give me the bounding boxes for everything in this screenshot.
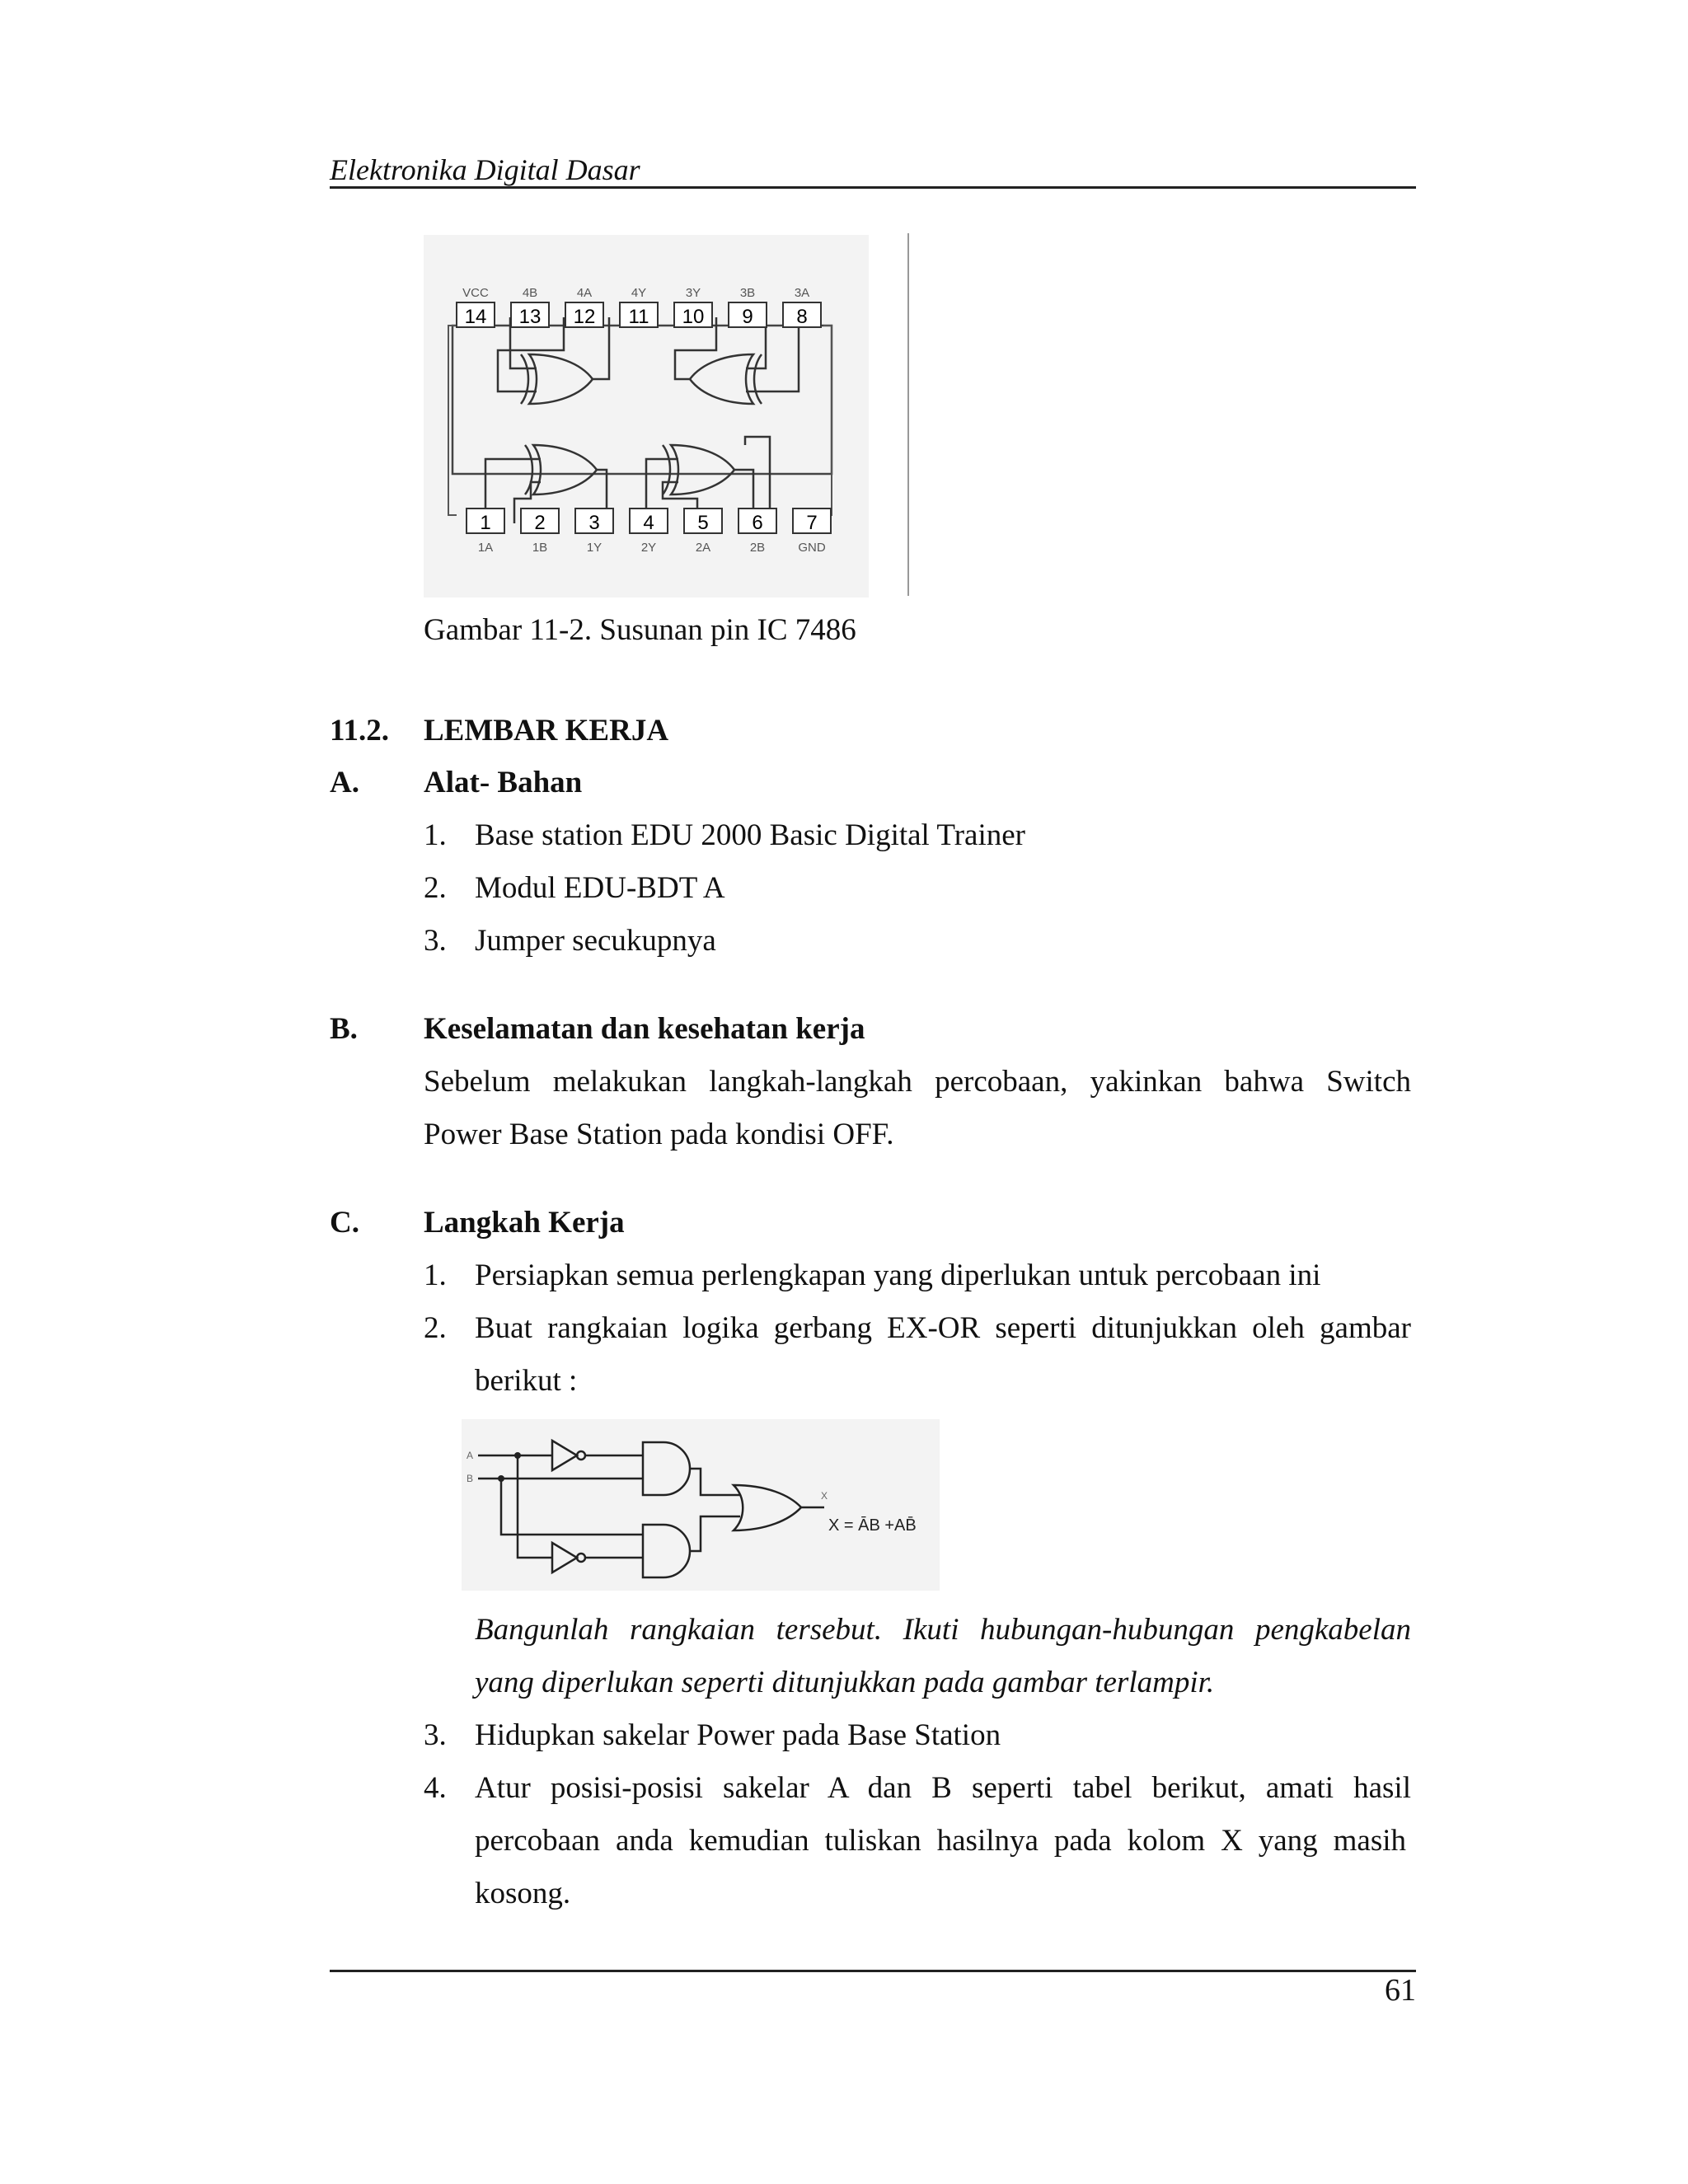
list-item: [424, 1249, 1320, 1302]
item-text: Hidupkan sakelar Power pada Base Station: [475, 1718, 1001, 1752]
pin-number: 5: [697, 512, 709, 534]
list-item: [424, 915, 716, 968]
pin-number: 4: [643, 512, 654, 534]
item-text: Persiapkan semua perlengkapan yang diperlukan untuk percobaan ini: [475, 1258, 1321, 1292]
ic-pinout-figure: [424, 235, 869, 598]
item-number: 3.: [424, 924, 447, 958]
paragraph-line: percobaan anda kemudian tuliskan hasilnya pada kolom X yang masih: [475, 1824, 1406, 1858]
italic-note-line: Bangunlah rangkaian tersebut. Ikuti hubungan-hubungan pengkabelan: [475, 1613, 1411, 1647]
pin-label: 2A: [695, 541, 711, 555]
paragraph-line: kosong.: [475, 1877, 571, 1910]
top-pin-row: [457, 286, 821, 328]
section-number: 11.2.: [330, 714, 389, 748]
pin-label: GND: [798, 541, 826, 555]
item-text: Jumper secukupnya: [475, 924, 716, 958]
header-rule: [330, 186, 1416, 189]
list-item: [424, 862, 725, 915]
item-number: 1.: [424, 818, 447, 852]
part-b-letter: B.: [330, 1012, 358, 1046]
ic-pinout-diagram: [424, 235, 869, 598]
pin-label: 2Y: [640, 541, 657, 555]
pin-number: 1: [480, 512, 491, 534]
page-number: 61: [1385, 1973, 1416, 2008]
pin-number: 10: [682, 306, 705, 328]
section-title: LEMBAR KERJA: [424, 714, 669, 748]
output-label: X: [821, 1490, 828, 1502]
pin-label: 4Y: [631, 286, 647, 300]
figure-divider-line: [907, 233, 909, 596]
italic-note-line: yang diperlukan seperti ditunjukkan pada gambar terlampir.: [475, 1666, 1215, 1699]
pin-label: VCC: [462, 286, 489, 300]
exor-circuit-figure: [462, 1419, 940, 1591]
running-header: Elektronika Digital Dasar: [330, 153, 640, 186]
pin-number: 3: [588, 512, 600, 534]
pin-number: 8: [796, 306, 808, 328]
pin-label: 4A: [576, 286, 593, 300]
pin-label: 4B: [522, 286, 538, 300]
item-number: 4.: [424, 1771, 447, 1805]
pin-number: 11: [628, 306, 649, 328]
item-number: 1.: [424, 1258, 447, 1292]
bottom-pin-row: [467, 509, 831, 555]
paragraph-line: Sebelum melakukan langkah-langkah percobaan, yakinkan bahwa Switch: [424, 1065, 1411, 1099]
pin-label: 1Y: [586, 541, 603, 555]
item-number: 3.: [424, 1718, 447, 1752]
input-a-label: A: [467, 1450, 474, 1461]
item-text: Modul EDU-BDT A: [475, 871, 725, 905]
paragraph-line: Buat rangkaian logika gerbang EX-OR seperti ditunjukkan oleh gambar: [475, 1311, 1411, 1345]
paragraph-line: Atur posisi-posisi sakelar A dan B seperti tabel berikut, amati hasil: [475, 1771, 1411, 1805]
pin-number: 13: [518, 306, 542, 328]
paragraph-line: Power Base Station pada kondisi OFF.: [424, 1118, 894, 1151]
part-a-title: Alat- Bahan: [424, 766, 583, 799]
pin-number: 6: [752, 512, 763, 534]
pin-number: 7: [806, 512, 818, 534]
pin-label: 3B: [739, 286, 756, 300]
pin-number: 9: [742, 306, 753, 328]
pin-label: 3A: [794, 286, 810, 300]
pin-number: 12: [573, 306, 596, 328]
pin-number: 14: [464, 306, 487, 328]
pin-label: 1A: [477, 541, 494, 555]
list-item: [424, 1709, 1001, 1762]
input-b-label: B: [467, 1473, 474, 1484]
part-b-title: Keselamatan dan kesehatan kerja: [424, 1012, 865, 1046]
item-number: 2.: [424, 871, 447, 905]
footer-rule: [330, 1970, 1416, 1972]
item-text: Base station EDU 2000 Basic Digital Trainer: [475, 818, 1025, 852]
part-a-letter: A.: [330, 766, 359, 799]
figure-caption: Gambar 11-2. Susunan pin IC 7486: [424, 613, 856, 647]
paragraph-line: berikut :: [475, 1364, 578, 1398]
list-item: [424, 809, 1025, 862]
part-c-title: Langkah Kerja: [424, 1206, 625, 1240]
output-equation: X = ĀB +AB̄: [828, 1516, 917, 1535]
part-c-letter: C.: [330, 1206, 359, 1240]
exor-circuit-diagram: [462, 1419, 940, 1591]
item-number: 2.: [424, 1311, 447, 1345]
pin-label: 2B: [749, 541, 766, 555]
pin-number: 2: [534, 512, 546, 534]
pin-label: 3Y: [685, 286, 701, 300]
pin-label: 1B: [532, 541, 548, 555]
